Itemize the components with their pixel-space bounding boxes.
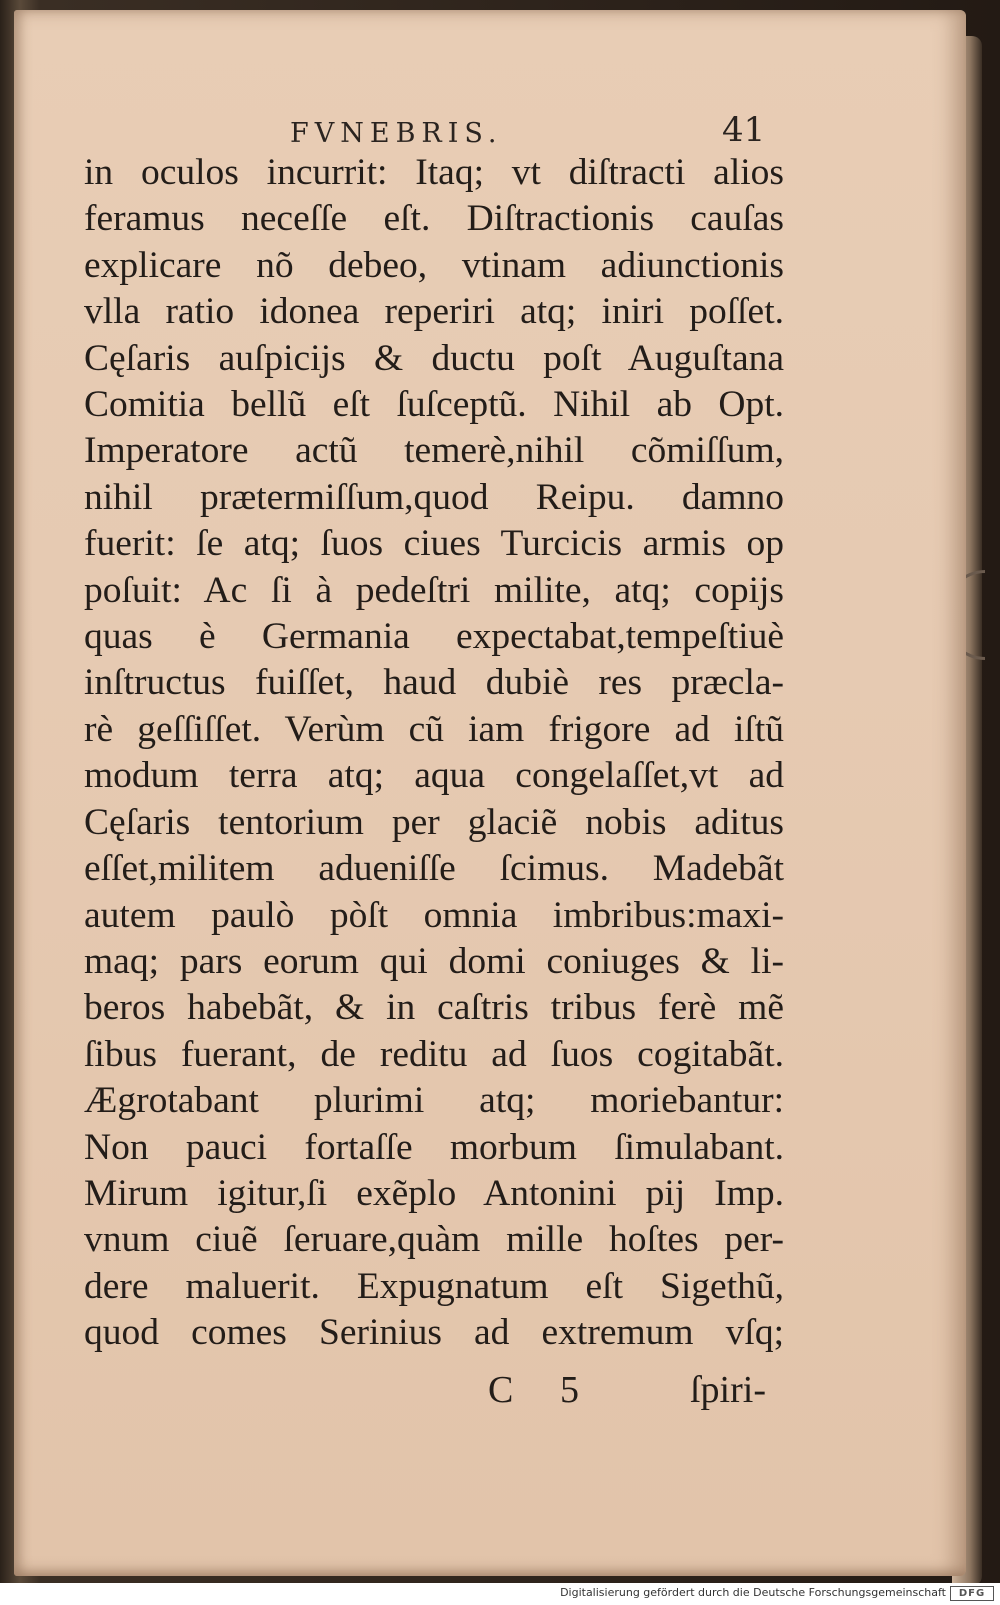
- text-line: vnum ciuẽ ſeruare,quàm mille hoſtes per-: [84, 1219, 784, 1261]
- text-line: Mirum igitur,ſi exẽplo Antonini pij Imp.: [84, 1172, 784, 1214]
- running-head: FVNEBRIS.: [290, 118, 503, 149]
- text-line: fuerit: ſe atq; ſuos ciues Turcicis armis op: [84, 523, 784, 565]
- footer-credit: Digitalisierung gefördert durch die Deutsche Forschungsgemeinschaft: [560, 1586, 946, 1599]
- text-line: beros habebãt, & in caſtris tribus ferè mẽ: [84, 987, 784, 1029]
- text-line: Ægrotabant plurimi atq; moriebantur:: [84, 1080, 784, 1122]
- text-line: vlla ratio idonea reperiri atq; iniri poſſet.: [84, 291, 784, 333]
- text-line: Non pauci fortaſſe morbum ſimulabant.: [84, 1126, 784, 1168]
- text-line: nihil prætermiſſum,quod Reipu. damno: [84, 476, 784, 518]
- text-line: poſuit: Ac ſi à pedeſtri milite, atq; copijs: [84, 569, 784, 611]
- footer-strip: [0, 1583, 1000, 1605]
- text-line: explicare nõ debeo, vtinam adiunctionis: [84, 244, 784, 286]
- signature-number: 5: [560, 1369, 579, 1411]
- text-line: quod comes Serinius ad extremum vſq;: [84, 1312, 784, 1354]
- text-line: dere maluerit. Expugnatum eſt Sigethũ,: [84, 1265, 784, 1307]
- text-line: ſibus fuerant, de reditu ad ſuos cogitabãt.: [84, 1033, 784, 1075]
- signature-letter: C: [488, 1369, 514, 1411]
- page-number: 41: [722, 110, 766, 150]
- text-line: Comitia bellũ eſt ſuſceptũ. Nihil ab Opt.: [84, 384, 784, 426]
- catchword: ſpiri-: [690, 1369, 766, 1411]
- text-line: Cęſaris tentorium per glaciẽ nobis aditus: [84, 801, 784, 843]
- text-block: [84, 150, 784, 1357]
- text-line: eſſet,militem adueniſſe ſcimus. Madebãt: [84, 848, 784, 890]
- text-line: modum terra atq; aqua congelaſſet,vt ad: [84, 755, 784, 797]
- text-line: inſtructus fuiſſet, haud dubiè res præcla-: [84, 662, 784, 704]
- dfg-logo-icon: DFG: [950, 1586, 994, 1601]
- text-line: autem paulò pòſt omnia imbribus:maxi-: [84, 894, 784, 936]
- text-line: feramus neceſſe eſt. Diſtractionis cauſas: [84, 198, 784, 240]
- text-line: Imperatore actũ temerè,nihil cõmiſſum,: [84, 430, 784, 472]
- text-line: in oculos incurrit: Itaq; vt diſtracti alios: [84, 152, 784, 193]
- text-line: Cęſaris auſpicijs & ductu poſt Auguſtana: [84, 337, 784, 379]
- text-line: rè geſſiſſet. Verùm cũ iam frigore ad iſtũ: [84, 708, 784, 750]
- text-line: quas è Germania expectabat,tempeſtiuè: [84, 616, 784, 658]
- text-line: maq; pars eorum qui domi coniuges & li-: [84, 940, 784, 982]
